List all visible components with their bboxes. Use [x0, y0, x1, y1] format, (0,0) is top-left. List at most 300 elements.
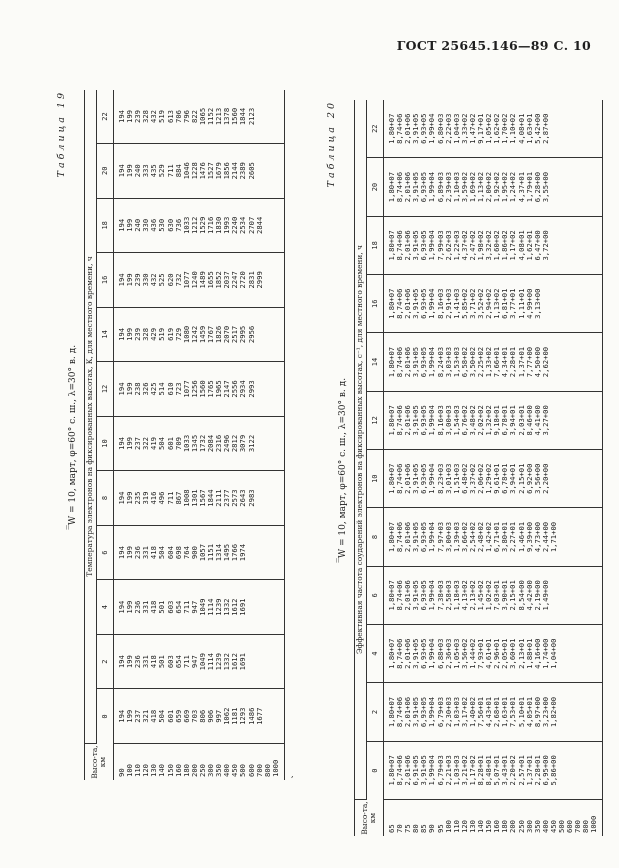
value-cell: 199: [126, 416, 134, 471]
value-cell: 3,91+05: [412, 566, 420, 624]
value-cell: 1679: [215, 143, 223, 198]
value-cell: 6,93+05: [420, 158, 428, 216]
value-cell: 1612: [231, 580, 239, 635]
value-cell: 3,50+02: [469, 333, 477, 391]
table-19: [84, 90, 285, 780]
value-cell: 194: [114, 416, 127, 471]
value-cell: [264, 580, 272, 635]
value-cell: 630: [167, 198, 175, 253]
value-cell: 5,86+00: [550, 741, 558, 799]
value-cell: 1080: [183, 307, 191, 362]
value-cell: 8,16+03: [437, 391, 445, 449]
value-cell: 194: [114, 362, 127, 417]
value-cell: 2147: [223, 362, 231, 417]
value-cell: 2,39+03: [445, 158, 453, 216]
time-header: 4: [97, 580, 114, 635]
value-cell: 194: [114, 90, 127, 143]
value-cell: 6,93+05: [420, 625, 428, 683]
value-cell: 1314: [215, 525, 223, 580]
value-cell: 1529: [199, 198, 207, 253]
value-cell: 3,55+00: [542, 158, 550, 216]
value-cell: [256, 580, 264, 635]
value-cell: 8,74+06: [396, 391, 404, 449]
value-cell: [558, 625, 566, 683]
value-cell: 236: [134, 580, 142, 635]
value-cell: 1,13+02: [477, 158, 485, 216]
value-cell: 2389: [239, 143, 247, 198]
table-label: Таблица 19: [56, 90, 67, 178]
value-cell: 1,17+02: [469, 741, 477, 799]
value-cell: [566, 741, 574, 799]
height-cell: 400: [540, 820, 550, 833]
value-cell: 1,18+03: [453, 566, 461, 624]
value-cell: 1691: [239, 580, 247, 635]
value-cell: [272, 198, 285, 253]
height-cell: 500: [556, 820, 566, 833]
value-cell: [264, 253, 272, 308]
value-cell: 884: [175, 143, 183, 198]
value-cell: 199: [126, 634, 134, 689]
value-cell: 1,98+02: [477, 216, 485, 274]
value-cell: 3,32+02: [485, 216, 493, 274]
value-cell: 1332: [223, 634, 231, 689]
value-cell: 432: [150, 253, 158, 308]
time-header: 12: [367, 391, 384, 449]
value-cell: 1476: [199, 143, 207, 198]
value-cell: 8,24+03: [437, 333, 445, 391]
value-cell: 723: [175, 362, 183, 417]
value-cell: 2,01+06: [404, 391, 412, 449]
value-cell: 1,99+04: [428, 566, 436, 624]
value-cell: 1,33+02: [485, 333, 493, 391]
value-cell: 1,99+04: [428, 100, 436, 158]
value-cell: 6,76+02: [461, 391, 469, 449]
value-cell: [272, 307, 285, 362]
page-header: ГОСТ 25645.146—89 С. 10: [396, 38, 591, 53]
value-cell: 3,56+00: [534, 450, 542, 508]
value-cell: 6,93+05: [420, 683, 428, 741]
value-cell: 2,25+02: [477, 333, 485, 391]
value-cell: 2720: [239, 253, 247, 308]
value-cell: 711: [167, 143, 175, 198]
time-header: 14: [97, 307, 114, 362]
value-cell: 199: [126, 90, 134, 143]
value-cell: 416: [150, 471, 158, 526]
value-cell: [272, 525, 285, 580]
value-cell: 3,91+05: [412, 508, 420, 566]
value-cell: 1765: [207, 362, 215, 417]
value-cell: 1,99+04: [428, 158, 436, 216]
value-cell: [550, 391, 558, 449]
height-cell: 110: [451, 820, 461, 833]
value-cell: 7,56+01: [477, 683, 485, 741]
value-cell: 436: [150, 198, 158, 253]
height-cell: 180: [500, 820, 510, 833]
value-cell: 2643: [239, 471, 247, 526]
value-cell: 7,03+01: [493, 566, 501, 624]
value-cell: 4,50+00: [534, 333, 542, 391]
value-cell: 8,74+06: [396, 333, 404, 391]
value-cell: 1,10+02: [509, 100, 517, 158]
height-cell: 140: [157, 764, 167, 777]
value-cell: 1974: [239, 525, 247, 580]
value-cell: 3,91+05: [412, 683, 420, 741]
height-cell: 350: [214, 764, 224, 777]
value-cell: 2831: [248, 253, 256, 308]
value-cell: 4,05+01: [526, 683, 534, 741]
value-cell: 1,79+01: [526, 158, 534, 216]
value-cell: [582, 391, 590, 449]
time-header: 10: [367, 450, 384, 508]
value-cell: 2,01+06: [404, 216, 412, 274]
value-cell: [574, 508, 582, 566]
value-cell: 1830: [215, 198, 223, 253]
value-cell: 330: [142, 198, 150, 253]
value-cell: [574, 100, 582, 158]
time-header: 12: [97, 362, 114, 417]
value-cell: 1,99+04: [428, 683, 436, 741]
value-cell: 2,01+06: [404, 508, 412, 566]
value-cell: 2999: [256, 253, 264, 308]
value-cell: [574, 566, 582, 624]
value-cell: 235: [134, 471, 142, 526]
value-cell: 1,62+02: [493, 100, 501, 158]
value-cell: 418: [150, 525, 158, 580]
value-cell: [256, 362, 264, 417]
value-cell: [272, 253, 285, 308]
value-cell: [566, 333, 574, 391]
value-cell: 709: [175, 416, 183, 471]
height-cell: 600: [565, 820, 575, 833]
value-cell: 418: [150, 689, 158, 744]
time-header: 16: [367, 275, 384, 333]
time-header: 6: [367, 566, 384, 624]
value-cell: 706: [175, 90, 183, 143]
value-cell: 1856: [223, 143, 231, 198]
value-cell: 6,93+05: [420, 216, 428, 274]
value-cell: 1,80+07: [384, 683, 397, 741]
value-cell: 194: [114, 525, 127, 580]
value-cell: 619: [167, 307, 175, 362]
time-header: 4: [367, 625, 384, 683]
value-cell: 1,44+02: [469, 625, 477, 683]
value-cell: 6,93+05: [420, 333, 428, 391]
time-header: 18: [97, 198, 114, 253]
time-header: 16: [97, 253, 114, 308]
height-cell: 160: [173, 764, 183, 777]
value-cell: [264, 525, 272, 580]
value-cell: [272, 471, 285, 526]
value-cell: 1049: [199, 634, 207, 689]
value-cell: 3,17+02: [461, 683, 469, 741]
height-cell: 200: [189, 764, 199, 777]
value-cell: [582, 741, 590, 799]
value-cell: 1,88+01: [526, 625, 534, 683]
value-cell: 654: [175, 580, 183, 635]
height-cell: 90: [427, 824, 437, 833]
value-cell: 429: [150, 307, 158, 362]
height-cell: 65: [387, 824, 396, 833]
height-cell: 200: [508, 820, 518, 833]
table-row: [256, 90, 264, 780]
value-cell: 194: [114, 253, 127, 308]
value-cell: 2,48+02: [477, 508, 485, 566]
table-row: [248, 90, 256, 780]
value-cell: 199: [126, 525, 134, 580]
value-cell: 6,78+01: [501, 391, 509, 449]
table-19-block: [52, 90, 302, 780]
value-cell: 2,91+03: [445, 275, 453, 333]
value-cell: [582, 275, 590, 333]
table-row: [142, 90, 150, 780]
table-row: [167, 90, 175, 780]
value-cell: 2123: [248, 90, 256, 143]
value-cell: 2,03+01: [518, 391, 526, 449]
value-cell: 2,28+01: [509, 333, 517, 391]
value-cell: [264, 307, 272, 362]
value-cell: 3,72+00: [542, 216, 550, 274]
value-cell: 6,81+01: [501, 275, 509, 333]
value-cell: 2,62+00: [542, 333, 550, 391]
value-cell: 1993: [223, 198, 231, 253]
value-cell: [590, 625, 603, 683]
value-cell: 1,99+04: [428, 333, 436, 391]
value-cell: [582, 508, 590, 566]
value-cell: [558, 100, 566, 158]
value-cell: 2377: [223, 471, 231, 526]
value-cell: 239: [134, 253, 142, 308]
value-cell: 1,80+07: [384, 741, 397, 799]
value-cell: 239: [134, 307, 142, 362]
value-cell: 2,01+06: [404, 741, 412, 799]
value-cell: [590, 683, 603, 741]
value-cell: 9,61+01: [493, 450, 501, 508]
height-cell: 300: [524, 820, 534, 833]
value-cell: 525: [158, 253, 166, 308]
value-cell: 1,69+02: [469, 158, 477, 216]
value-cell: 4,42+00: [526, 566, 534, 624]
value-cell: 3122: [248, 416, 256, 471]
height-cell: 700: [573, 820, 583, 833]
value-cell: 1,86+02: [501, 216, 509, 274]
height-cell: 160: [492, 820, 502, 833]
value-cell: 331: [142, 634, 150, 689]
value-cell: 3,94+01: [509, 450, 517, 508]
value-cell: 1332: [223, 580, 231, 635]
value-cell: [590, 216, 603, 274]
value-cell: 3,91+05: [412, 100, 420, 158]
height-cell: 75: [403, 824, 413, 833]
value-cell: 8,54+00: [518, 566, 526, 624]
value-cell: 199: [126, 253, 134, 308]
value-cell: [558, 741, 566, 799]
value-cell: 6,88+03: [437, 625, 445, 683]
value-cell: 3,90+01: [501, 566, 509, 624]
value-cell: 240: [134, 198, 142, 253]
value-cell: 1151: [207, 525, 215, 580]
table-caption: ̅̅W = 10, март, φ=60° с. ш., λ=30° в. д.: [338, 377, 348, 559]
table-row: [158, 90, 166, 780]
value-cell: [256, 471, 264, 526]
value-cell: [550, 158, 558, 216]
height-cell: 95: [435, 824, 445, 833]
value-cell: 4,13+02: [461, 566, 469, 624]
value-cell: 519: [158, 307, 166, 362]
value-cell: 1239: [215, 634, 223, 689]
value-cell: 3,27+00: [542, 391, 550, 449]
value-cell: 1181: [231, 689, 239, 744]
value-cell: 1,71+00: [550, 508, 558, 566]
value-cell: 4,08+01: [518, 216, 526, 274]
value-cell: 2934: [239, 362, 247, 417]
value-cell: 322: [142, 416, 150, 471]
value-cell: 9,39+00: [526, 508, 534, 566]
value-cell: 7,97+03: [437, 508, 445, 566]
value-cell: 1,95+02: [501, 158, 509, 216]
value-cell: 6,93+05: [420, 566, 428, 624]
value-cell: 2993: [248, 362, 256, 417]
height-cell: 85: [419, 824, 429, 833]
value-cell: 2,58+03: [445, 566, 453, 624]
value-cell: 501: [158, 634, 166, 689]
value-cell: 419: [150, 416, 158, 471]
value-cell: 238: [134, 362, 142, 417]
value-cell: [590, 391, 603, 449]
value-cell: 1,80+07: [384, 391, 397, 449]
value-cell: 2,44+00: [542, 508, 550, 566]
value-cell: [256, 634, 264, 689]
value-cell: 328: [142, 307, 150, 362]
value-cell: 5,42+00: [534, 100, 542, 158]
value-cell: 1677: [256, 689, 264, 744]
value-cell: 1008: [183, 471, 191, 526]
value-cell: 4,37+02: [461, 216, 469, 274]
value-cell: 3,71+02: [469, 275, 477, 333]
value-cell: 1,40+02: [469, 683, 477, 741]
value-cell: 3,33+02: [461, 100, 469, 158]
value-cell: [566, 683, 574, 741]
value-cell: 6,93+05: [420, 275, 428, 333]
value-cell: 1,17+02: [509, 216, 517, 274]
value-cell: 601: [167, 416, 175, 471]
value-cell: 194: [114, 471, 127, 526]
value-cell: 1239: [215, 580, 223, 635]
value-cell: [272, 362, 285, 417]
value-cell: 1057: [199, 525, 207, 580]
value-cell: [582, 683, 590, 741]
value-cell: 613: [167, 90, 175, 143]
value-cell: 504: [158, 416, 166, 471]
value-cell: 1,80+07: [384, 100, 397, 158]
height-cell: 100: [125, 764, 135, 777]
value-cell: 5,85+02: [461, 275, 469, 333]
value-cell: 1114: [207, 634, 215, 689]
value-cell: 1,32+02: [485, 391, 493, 449]
value-cell: 1,62+01: [526, 216, 534, 274]
value-cell: 7,93+01: [477, 625, 485, 683]
value-cell: 8,48+01: [485, 741, 493, 799]
value-cell: 603: [167, 634, 175, 689]
value-cell: 2573: [231, 471, 239, 526]
value-cell: 1,11+01: [518, 275, 526, 333]
value-cell: 3,91+05: [412, 333, 420, 391]
value-cell: 6,93+05: [420, 450, 428, 508]
value-cell: [550, 450, 558, 508]
time-header: 0: [97, 689, 114, 744]
value-cell: 6,58+02: [461, 333, 469, 391]
value-cell: 698: [175, 525, 183, 580]
value-cell: [590, 566, 603, 624]
time-header: 8: [97, 471, 114, 526]
height-cell: 1000: [272, 744, 285, 781]
value-cell: 3,03+03: [445, 333, 453, 391]
value-cell: 6,91+05: [412, 741, 420, 799]
value-cell: [272, 416, 285, 471]
value-cell: [582, 216, 590, 274]
value-cell: 1,60+02: [493, 216, 501, 274]
value-cell: [574, 450, 582, 508]
height-cell: 500: [238, 764, 248, 777]
value-cell: 3,59+02: [461, 158, 469, 216]
value-cell: 1240: [191, 253, 199, 308]
time-header: 6: [97, 525, 114, 580]
value-cell: 2,01+06: [404, 683, 412, 741]
value-cell: 906: [207, 689, 215, 744]
height-cell: 100: [443, 820, 453, 833]
value-cell: 1077: [183, 362, 191, 417]
height-cell: 80: [411, 824, 421, 833]
value-cell: 997: [215, 689, 223, 744]
value-cell: [558, 683, 566, 741]
value-cell: 4,16+00: [534, 625, 542, 683]
value-cell: 2,05+01: [501, 625, 509, 683]
time-header: 20: [97, 143, 114, 198]
value-cell: 3,77+01: [509, 275, 517, 333]
table-20-block: [322, 100, 599, 836]
value-cell: 1046: [183, 143, 191, 198]
value-cell: 900: [191, 525, 199, 580]
value-cell: 1844: [207, 471, 215, 526]
value-cell: [542, 275, 550, 333]
height-cell: 120: [459, 820, 469, 833]
value-cell: 1655: [207, 253, 215, 308]
value-cell: 529: [158, 143, 166, 198]
value-cell: 4,61+01: [485, 625, 493, 683]
height-cell: 150: [484, 820, 494, 833]
value-cell: [558, 158, 566, 216]
height-cell: 400: [222, 764, 232, 777]
value-cell: 2956: [248, 307, 256, 362]
value-cell: 1065: [199, 90, 207, 143]
value-cell: 2,87+00: [542, 100, 550, 158]
value-cell: 7,66+01: [493, 333, 501, 391]
value-cell: 1,80+07: [384, 158, 397, 216]
value-cell: [582, 100, 590, 158]
value-cell: 4,99+00: [526, 275, 534, 333]
value-cell: 6,92+00: [526, 450, 534, 508]
value-cell: 1,54+03: [453, 391, 461, 449]
value-cell: 4,34+01: [501, 333, 509, 391]
value-cell: 1486: [248, 689, 256, 744]
value-cell: 6,93+05: [420, 391, 428, 449]
value-cell: [558, 450, 566, 508]
value-cell: 1732: [199, 416, 207, 471]
value-cell: 2,00+02: [485, 158, 493, 216]
value-cell: 435: [150, 143, 158, 198]
value-cell: 867: [175, 471, 183, 526]
value-cell: 3,00+03: [445, 391, 453, 449]
value-cell: 620: [167, 253, 175, 308]
